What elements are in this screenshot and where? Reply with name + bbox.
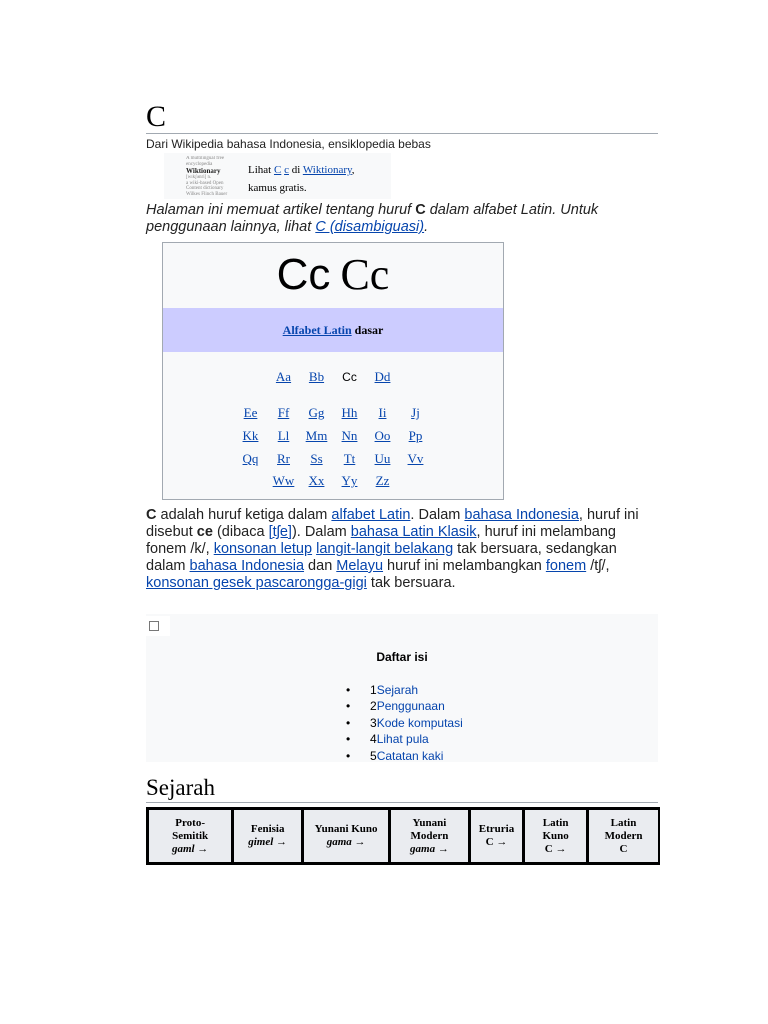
letter-link[interactable]: Mm — [305, 428, 328, 443]
letter-link[interactable]: Pp — [408, 428, 423, 443]
letter-link[interactable]: Dd — [374, 369, 391, 384]
toc-link-penggunaan[interactable]: Penggunaan — [376, 699, 445, 714]
wiktionary-link-upper-c[interactable]: C — [273, 164, 282, 176]
history-cell: Proto- Semitik gaml → — [147, 808, 232, 864]
toc-link-kode-komputasi[interactable]: Kode komputasi — [376, 715, 463, 730]
title-divider — [146, 133, 658, 134]
toc-item[interactable]: • 4Lihat pula — [346, 731, 463, 747]
article-link[interactable]: Melayu — [336, 558, 384, 574]
wiktionary-text: Lihat C c di Wiktionary, kamus gratis. — [248, 164, 355, 194]
history-cell: Fenisia gimel → — [232, 808, 302, 864]
history-cell: Yunani Kuno gama → — [302, 808, 389, 864]
article-link[interactable]: bahasa Latin Klasik — [350, 524, 477, 540]
article-link[interactable]: alfabet Latin — [331, 507, 411, 523]
article-link[interactable]: langit-langit belakang — [316, 541, 454, 557]
letter-link[interactable]: Gg — [308, 405, 325, 420]
letter-link[interactable]: Ss — [310, 451, 323, 466]
toc-toggle-icon — [149, 621, 159, 631]
letter-link[interactable]: Nn — [341, 428, 358, 443]
letter-row-3 — [163, 428, 503, 444]
table-of-contents — [146, 614, 658, 762]
letter-link[interactable]: Tt — [343, 451, 356, 466]
toc-item[interactable]: • 5Catatan kaki — [346, 748, 463, 764]
wiktionary-box — [164, 153, 391, 199]
history-cell: Yunani Modern gama → — [389, 808, 469, 864]
letter-link[interactable]: Uu — [374, 451, 391, 466]
letter-link[interactable]: Vv — [407, 451, 424, 466]
table-row — [147, 808, 659, 864]
letter-link[interactable]: Xx — [308, 473, 325, 488]
page-subtitle: Dari Wikipedia bahasa Indonesia, ensiklopedia bebas — [146, 137, 431, 151]
letter-row-1 — [163, 369, 503, 385]
letter-row-5 — [163, 473, 503, 489]
wiktionary-link-lower-c[interactable]: c — [284, 164, 289, 176]
section-divider — [146, 802, 658, 803]
letter-link[interactable]: Ff — [277, 405, 290, 420]
current-letter: Cc — [342, 370, 357, 384]
toc-item[interactable]: • 1Sejarah — [346, 682, 463, 698]
history-cell: Etruria C → — [469, 808, 524, 864]
toc-toggle[interactable] — [146, 616, 170, 636]
history-table — [146, 807, 660, 865]
toc-link-catatan-kaki[interactable]: Catatan kaki — [376, 748, 444, 763]
toc-item[interactable]: • 3Kode komputasi — [346, 715, 463, 731]
toc-link-lihat-pula[interactable]: Lihat pula — [376, 732, 429, 747]
letter-row-2 — [163, 405, 503, 421]
letter-link[interactable]: Hh — [341, 405, 358, 420]
letter-row-4 — [163, 451, 503, 467]
letter-link[interactable]: Kk — [242, 428, 259, 443]
letter-link[interactable]: Aa — [275, 369, 292, 384]
history-cell: Latin Modern C — [587, 808, 659, 864]
letter-link[interactable]: Ee — [243, 405, 258, 420]
letter-glyph-display: Cc Cc — [276, 250, 390, 299]
toc-item[interactable]: • 2Penggunaan — [346, 698, 463, 714]
letter-link[interactable]: Yy — [341, 473, 358, 488]
article-link[interactable]: bahasa Indonesia — [189, 558, 305, 574]
letter-link[interactable]: Jj — [411, 405, 420, 420]
toc-link-sejarah[interactable]: Sejarah — [376, 683, 419, 697]
letter-link[interactable]: Bb — [308, 369, 325, 384]
letter-link[interactable]: Oo — [374, 428, 391, 443]
disambiguation-link[interactable]: C (disambiguasi) — [315, 219, 425, 235]
infobox-header: Alfabet Latin dasar — [163, 308, 503, 352]
article-link[interactable]: fonem — [545, 558, 587, 574]
alphabet-infobox — [162, 242, 504, 500]
letter-link[interactable]: Ll — [277, 428, 290, 443]
section-heading-sejarah: Sejarah — [146, 775, 215, 800]
letter-link[interactable]: Zz — [375, 473, 390, 488]
letter-link[interactable]: Rr — [277, 451, 290, 466]
article-link[interactable]: konsonan letup — [213, 541, 313, 557]
article-link[interactable]: bahasa Indonesia — [464, 507, 579, 523]
intro-paragraph: C adalah huruf ketiga dalam alfabet Latin. Dalam bahasa Indonesia, huruf ini disebut ce (dibaca [tʃe]). Dalam bahasa Latin Klasik, huruf ini melambang fonem /k/, konsonan letup langit-langit belakang tak bersuara, sedangkan dalam bahasa Indonesia dan Melayu huruf ini melambangkan fonem /tʃ/, konsonan gesek pascarongga-gigi tak bersuara. — [146, 507, 639, 591]
letter-link[interactable]: Qq — [242, 451, 259, 466]
wiktionary-logo: A multilingual free encyclopedia Wiktionary [wɪkʃənri] n. a wiki-based Open Content dictionary Wilkes Flinch Bauer — [186, 156, 228, 196]
letter-link[interactable]: Ii — [378, 405, 387, 420]
toc-title: Daftar isi — [376, 650, 428, 664]
toc-list — [346, 682, 463, 764]
history-cell: Latin Kuno C → — [523, 808, 587, 864]
article-link[interactable]: konsonan gesek pascarongga-gigi — [146, 575, 367, 591]
latin-alphabet-link[interactable]: Alfabet Latin — [282, 323, 352, 337]
page-title: C — [146, 100, 167, 133]
hatnote: Halaman ini memuat artikel tentang huruf C dalam alfabet Latin. Untuk penggunaan lainnya, lihat C (disambiguasi). — [146, 202, 599, 235]
article-link[interactable]: [tʃe] — [268, 524, 292, 540]
letter-link[interactable]: Ww — [272, 473, 295, 488]
wiktionary-link[interactable]: Wiktionary — [302, 164, 352, 176]
